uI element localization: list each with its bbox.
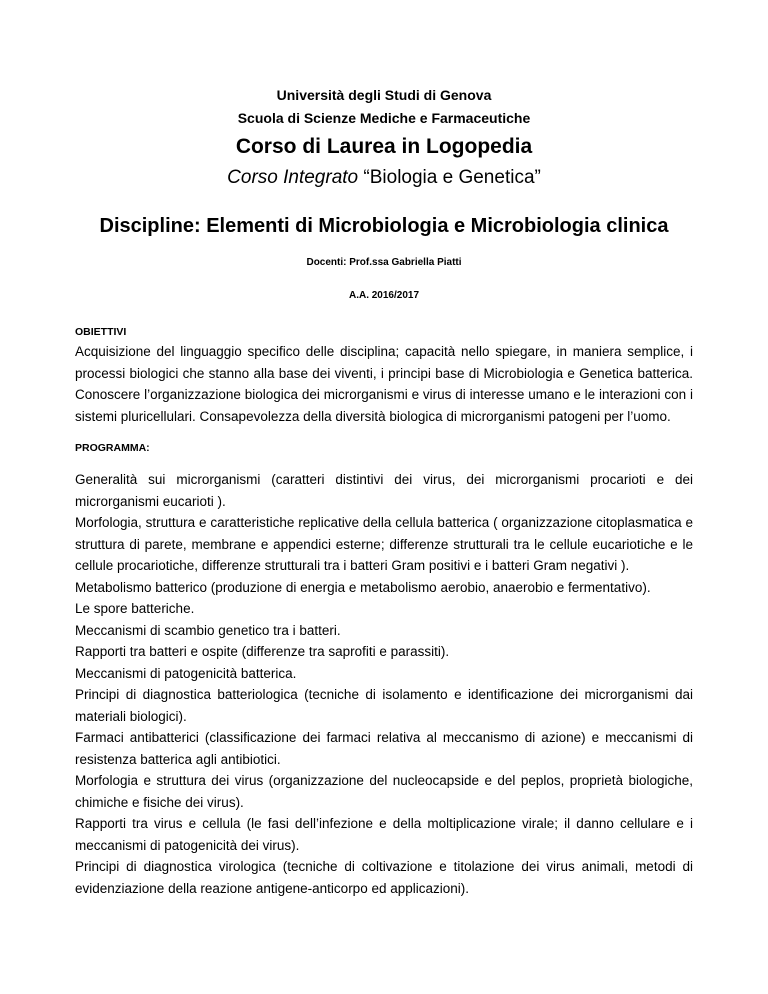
university-name: Università degli Studi di Genova <box>276 87 492 103</box>
programma-item: Metabolismo batterico (produzione di energia e metabolismo aerobio, anaerobio e fermentativo). <box>75 579 651 595</box>
programma-item: Meccanismi di patogenicità batterica. <box>75 665 297 681</box>
programma-item: Rapporti tra virus e cellula (le fasi dell’infezione e della moltiplicazione virale; il danno cellulare e i meccanismi di patogenicità dei virus). <box>75 816 693 853</box>
school-name: Scuola di Scienze Mediche e Farmaceutiche <box>237 110 531 126</box>
obiettivi-text: Acquisizione del linguaggio specifico delle disciplina; capacità nello spiegare, in maniera semplice, i processi biologici che stanno alla base dei viventi, i principi base di Microbiologia e Genetica batterica. Conoscere l’organizzazione biologica dei microrganismi e virus di interesse umano e le interazioni con i sistemi pluricellulari. Consapevolezza della diversità biologica di microrganismi patogeni per l’uomo. <box>75 344 693 424</box>
integrated-course <box>75 165 693 191</box>
course-title: Corso di Laurea in Logopedia <box>235 135 533 158</box>
programma-item: Rapporti tra batteri e ospite (differenze tra saprofiti e parassiti). <box>75 644 450 659</box>
integrated-course-name: “Biologia e Genetica” <box>358 167 541 188</box>
programma-heading: PROGRAMMA: <box>75 442 150 454</box>
programma-item: Morfologia e struttura dei virus (organizzazione del nucleocapside e del peplos, proprietà biologiche, chimiche e fisiche dei virus). <box>75 773 693 810</box>
programma-item: Principi di diagnostica virologica (tecniche di coltivazione e titolazione dei virus animali, metodi di evidenziazione della reazione antigene-anticorpo ed applicazioni). <box>75 859 693 896</box>
academic-year: A.A. 2016/2017 <box>348 290 420 301</box>
integrated-course-prefix: Corso Integrato <box>227 167 359 188</box>
programma-list <box>75 469 693 899</box>
programma-item: Morfologia, struttura e caratteristiche replicative della cellula batterica ( organizzazione citoplasmatica e struttura di parete, membrane e appendici esterne; differenze strutturali tra le cellule eucariotiche e le cellule procariotiche, differenze strutturali tra i batteri Gram positivi e i batteri Gram negativi ). <box>75 515 693 573</box>
disciplines-heading: Discipline: Elementi di Microbiologia e Microbiologia clinica <box>99 215 669 237</box>
obiettivi-heading: OBIETTIVI <box>75 326 127 338</box>
programma-item: Meccanismi di scambio genetico tra i batteri. <box>75 622 341 638</box>
programma-item: Farmaci antibatterici (classificazione dei farmaci relativa al meccanismo di azione) e meccanismi di resistenza batterica agli antibiotici. <box>75 730 693 767</box>
docenti-line: Docenti: Prof.ssa Gabriella Piatti <box>306 257 462 268</box>
programma-item: Le spore batteriche. <box>75 601 195 616</box>
programma-item: Generalità sui microrganismi (caratteri distintivi dei virus, dei microrganismi procarioti e dei microrganismi eucarioti ). <box>75 472 693 509</box>
programma-item: Principi di diagnostica batteriologica (tecniche di isolamento e identificazione dei microrganismi dai materiali biologici). <box>75 687 693 724</box>
